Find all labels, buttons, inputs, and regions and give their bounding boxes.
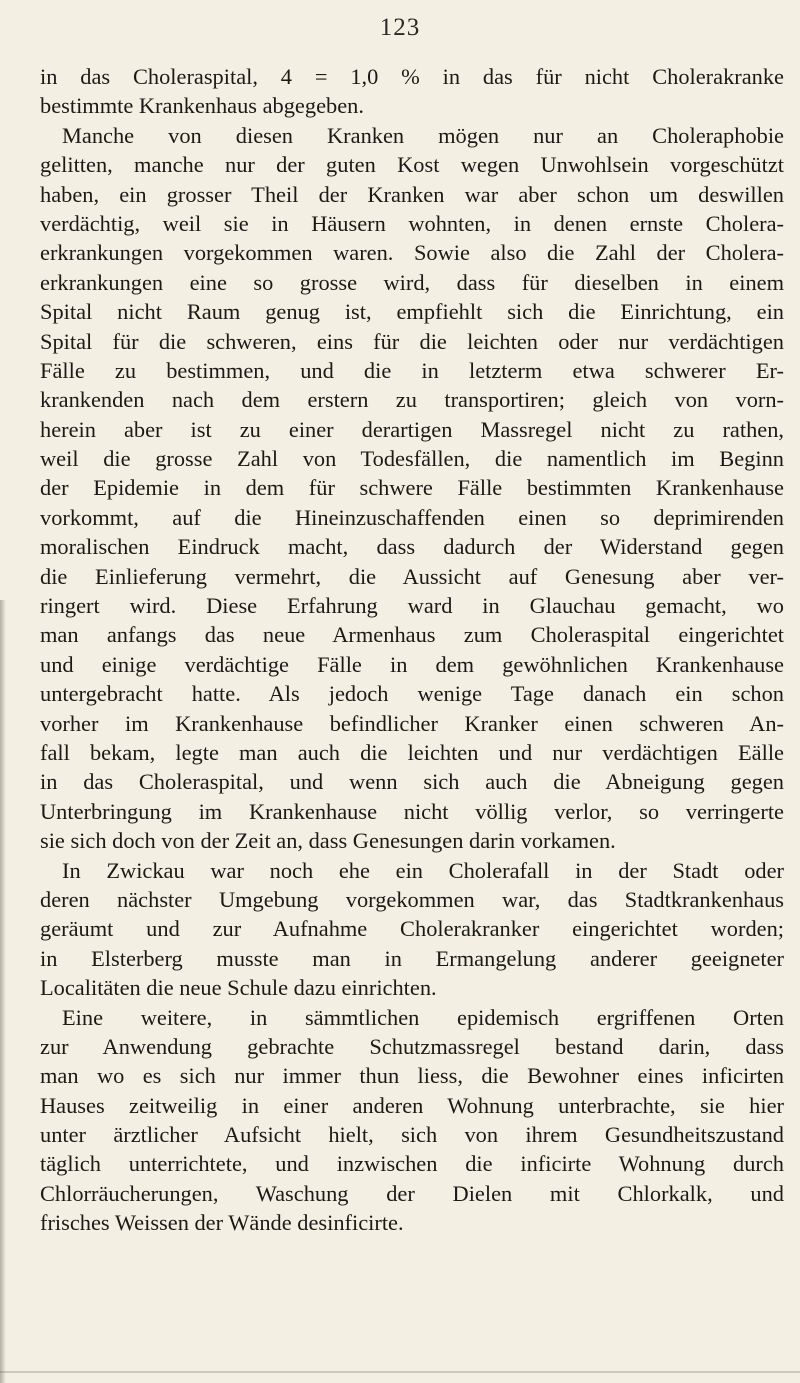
- text-line: deren nächster Umgebung vorgekommen war, das Stadtkrankenhaus: [40, 886, 784, 912]
- text-line: Spital nicht Raum genug ist, empfiehlt sich die Einrichtung, ein: [40, 299, 784, 325]
- text-line: erkrankungen vorgekommen waren. Sowie also die Zahl der Cholera-: [40, 240, 784, 266]
- text-line: bestimmte Krankenhaus abgegeben.: [40, 93, 364, 119]
- text-line: ringert wird. Diese Erfahrung ward in Glauchau gemacht, wo: [40, 593, 784, 619]
- text-line: haben, ein grosser Theil der Kranken war aber schon um deswillen: [40, 181, 784, 207]
- text-line: frisches Weissen der Wände desinficirte.: [40, 1210, 404, 1236]
- text-line: vorher im Krankenhause befindlicher Kranker einen schweren An-: [40, 710, 784, 736]
- text-line: man anfangs das neue Armenhaus zum Choleraspital eingerichtet: [40, 622, 784, 648]
- text-line: Spital für die schweren, eins für die leichten oder nur verdächtigen: [40, 328, 784, 354]
- text-line: In Zwickau war noch ehe ein Cholerafall in der Stadt oder: [62, 857, 784, 883]
- body-text: [40, 62, 784, 1238]
- text-line: Localitäten die neue Schule dazu einrichten.: [40, 975, 437, 1001]
- text-line: herein aber ist zu einer derartigen Massregel nicht zu rathen,: [40, 416, 784, 442]
- text-line: fall bekam, legte man auch die leichten und nur verdächtigen Eälle: [40, 739, 784, 765]
- text-line: moralischen Eindruck macht, dass dadurch der Widerstand gegen: [40, 534, 784, 560]
- text-line: in das Choleraspital, und wenn sich auch die Abneigung gegen: [40, 769, 784, 795]
- text-line: der Epidemie in dem für schwere Fälle bestimmten Krankenhause: [40, 475, 784, 501]
- text-line: und einige verdächtige Fälle in dem gewöhnlichen Krankenhause: [40, 651, 784, 677]
- text-line: man wo es sich nur immer thun liess, die Bewohner eines inficirten: [40, 1063, 784, 1089]
- page-bottom-edge: [0, 1371, 800, 1373]
- text-line: täglich unterrichtete, und inzwischen die inficirte Wohnung durch: [40, 1151, 784, 1177]
- text-line: Unterbringung im Krankenhause nicht völlig verlor, so verringerte: [40, 798, 784, 824]
- text-line: unter ärztlicher Aufsicht hielt, sich von ihrem Gesundheitszustand: [40, 1122, 784, 1148]
- text-line: Chlorräucherungen, Waschung der Dielen mit Chlorkalk, und: [40, 1180, 784, 1206]
- text-line: sie sich doch von der Zeit an, dass Genesungen darin vorkamen.: [40, 828, 616, 854]
- text-line: krankenden nach dem erstern zu transportiren; gleich von vorn-: [40, 387, 784, 413]
- text-line: geräumt und zur Aufnahme Cholerakranker eingerichtet worden;: [40, 916, 784, 942]
- text-line: zur Anwendung gebrachte Schutzmassregel bestand darin, dass: [40, 1033, 784, 1059]
- page-edge-shadow: [0, 600, 6, 1383]
- text-line: gelitten, manche nur der guten Kost wegen Unwohlsein vorgeschützt: [40, 152, 784, 178]
- text-line: Eine weitere, in sämmtlichen epidemisch ergriffenen Orten: [62, 1004, 784, 1030]
- text-line: die Einlieferung vermehrt, die Aussicht auf Genesung aber ver-: [40, 563, 784, 589]
- text-line: vorkommt, auf die Hineinzuschaffenden einen so deprimirenden: [40, 504, 784, 530]
- text-line: verdächtig, weil sie in Häusern wohnten, in denen ernste Cholera-: [40, 210, 784, 236]
- page-number: 123: [379, 14, 421, 41]
- text-line: weil die grosse Zahl von Todesfällen, die namentlich im Beginn: [40, 446, 784, 472]
- text-line: Manche von diesen Kranken mögen nur an Choleraphobie: [62, 122, 784, 148]
- text-line: in das Choleraspital, 4 = 1,0 % in das für nicht Cholerakranke: [40, 64, 784, 89]
- text-line: Hauses zeitweilig in einer anderen Wohnung unterbrachte, sie hier: [40, 1092, 784, 1118]
- text-line: Fälle zu bestimmen, und die in letzterm etwa schwerer Er-: [40, 357, 784, 383]
- text-line: untergebracht hatte. Als jedoch wenige Tage danach ein schon: [40, 681, 784, 707]
- text-line: in Elsterberg musste man in Ermangelung anderer geeigneter: [40, 945, 784, 971]
- text-line: erkrankungen eine so grosse wird, dass für dieselben in einem: [40, 269, 784, 295]
